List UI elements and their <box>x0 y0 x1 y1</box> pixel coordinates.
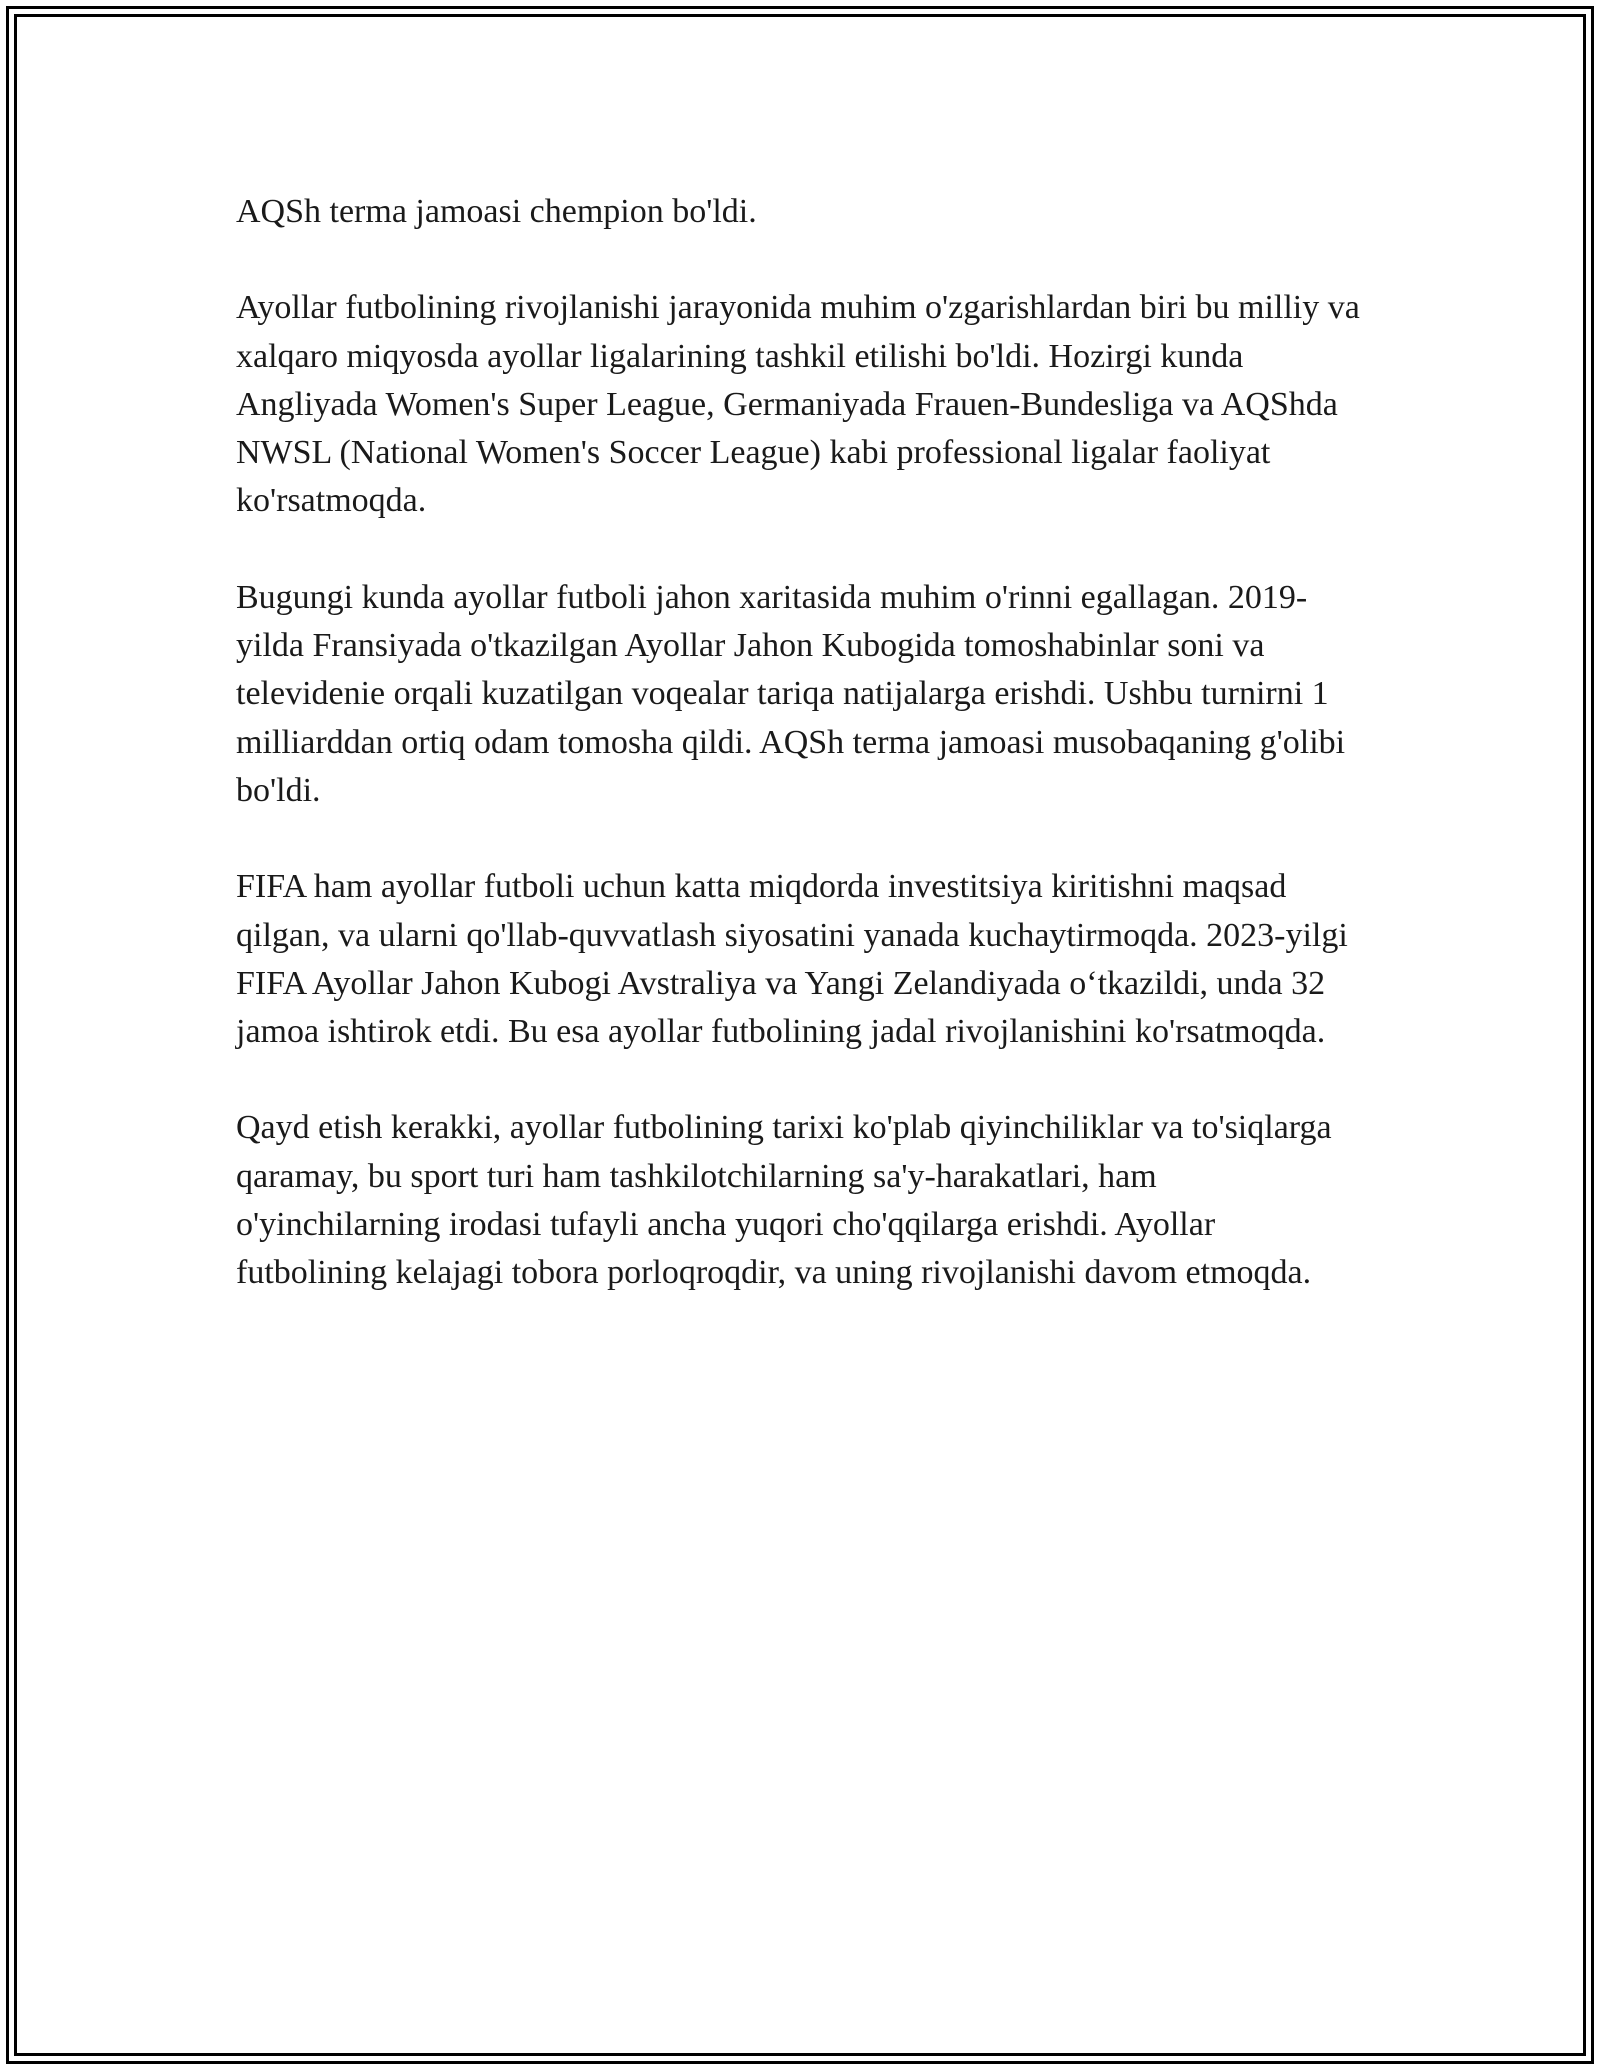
document-body <box>236 188 1366 1346</box>
paragraph-1: AQSh terma jamoasi chempion bo'ldi. <box>236 193 757 230</box>
paragraph-3: Bugungi kunda ayollar futboli jahon xaritasida muhim o'rinni egallagan. 2019-yilda Fransiyada o'tkazilgan Ayollar Jahon Kubogida tomoshabinlar soni va televidenie orqali kuzatilgan voqealar tariqa natijalarga erishdi. Ushbu turnirni 1 milliarddan ortiq odam tomosha qildi. AQSh terma jamoasi musobaqaning g'olibi bo'ldi. <box>236 578 1346 809</box>
paragraph-5: Qayd etish kerakki, ayollar futbolining tarixi ko'plab qiyinchiliklar va to'siqlarga qaramay, bu sport turi ham tashkilotchilarning sa'y-harakatlari, ham o'yinchilarning irodasi tufayli ancha yuqori cho'qqilarga erishdi. Ayollar futbolining kelajagi tobora porloqroqdir, va uning rivojlanishi davom etmoqda. <box>236 1109 1332 1292</box>
paragraph-4: FIFA ham ayollar futboli uchun katta miqdorda investitsiya kiritishni maqsad qilgan, va ularni qo'llab-quvvatlash siyosatini yanada kuchaytirmoqda. 2023-yilgi FIFA Ayollar Jahon Kubogi Avstraliya va Yangi Zelandiyada o‘tkazildi, unda 32 jamoa ishtirok etdi. Bu esa ayollar futbolining jadal rivojlanishini ko'rsatmoqda. <box>236 868 1348 1051</box>
paragraph-2: Ayollar futbolining rivojlanishi jarayonida muhim o'zgarishlardan biri bu milliy va xalqaro miqyosda ayollar ligalarining tashkil etilishi bo'ldi. Hozirgi kunda Angliyada Women's Super League, Germaniyada Frauen-Bundesliga va AQShda NWSL (National Women's Soccer League) kabi professional ligalar faoliyat ko'rsatmoqda. <box>236 289 1360 520</box>
